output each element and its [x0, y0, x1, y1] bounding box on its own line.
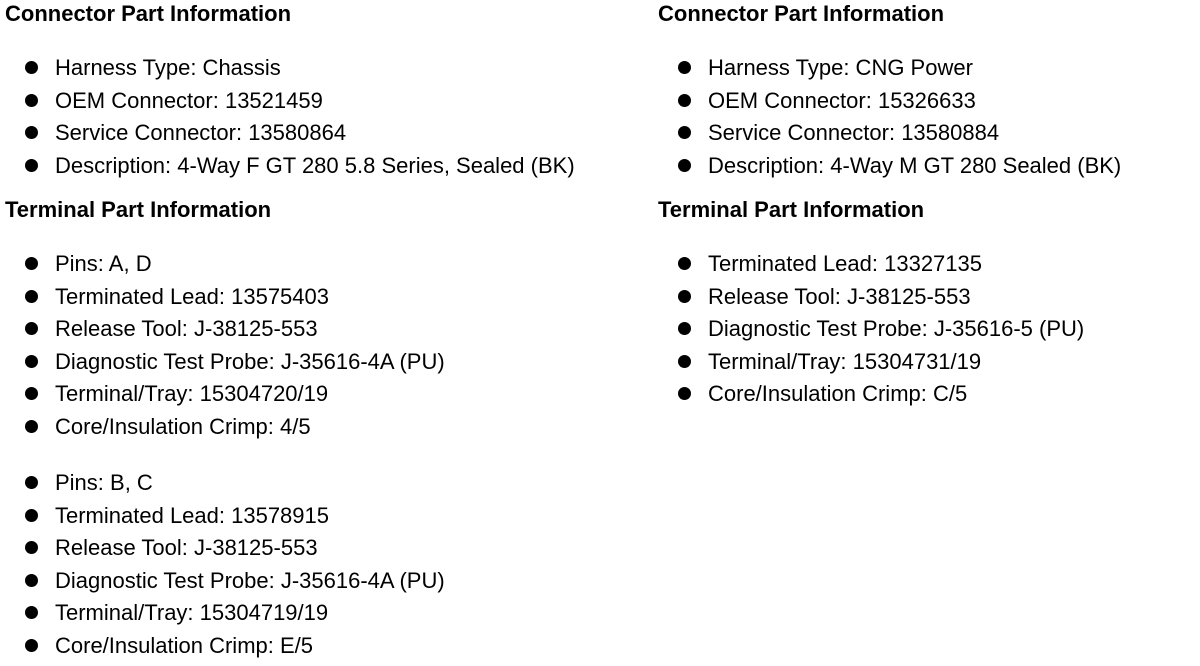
list-item	[5, 500, 445, 533]
list-item	[5, 346, 445, 379]
list-item-text: Service Connector: 13580864	[55, 120, 347, 146]
list-item-text: OEM Connector: 15326633	[708, 87, 976, 113]
list-item-text: Release Tool: J-38125-553	[708, 283, 971, 309]
list-item	[5, 467, 445, 500]
bullet-icon	[25, 476, 38, 489]
bullet-icon	[25, 541, 38, 554]
list-item	[5, 597, 445, 630]
list-item	[5, 313, 445, 346]
list-item-text: Diagnostic Test Probe: J-35616-4A (PU)	[55, 567, 445, 593]
bullet-icon	[25, 355, 38, 368]
bullet-icon	[25, 574, 38, 587]
list-item	[5, 85, 575, 118]
list-item-text: Service Connector: 13580884	[708, 120, 1000, 146]
list-item	[5, 150, 575, 183]
bullet-icon	[678, 94, 691, 107]
bullet-icon	[25, 94, 38, 107]
list-item	[5, 248, 445, 281]
list-item-text: Terminal/Tray: 15304720/19	[55, 381, 329, 407]
list-item-text: Harness Type: Chassis	[55, 55, 281, 80]
list-item	[5, 565, 445, 598]
bullet-icon	[25, 61, 38, 74]
bullet-icon	[25, 257, 38, 270]
list-item-text: Pins: A, D	[55, 251, 152, 276]
bullet-icon	[678, 387, 691, 400]
left-connector-list	[5, 52, 575, 182]
list-item-text: Core/Insulation Crimp: E/5	[55, 632, 313, 658]
list-item-text: Terminated Lead: 13575403	[55, 283, 329, 309]
list-item-text: Release Tool: J-38125-553	[55, 535, 318, 561]
bullet-icon	[25, 159, 38, 172]
list-item	[658, 117, 1121, 150]
left-connector-heading: Connector Part Information	[5, 1, 292, 26]
bullet-icon	[25, 387, 38, 400]
right-connector-list	[658, 52, 1121, 182]
list-item	[5, 378, 445, 411]
list-item-text: Harness Type: CNG Power	[708, 55, 973, 80]
list-item	[658, 346, 1084, 379]
list-item-text: Core/Insulation Crimp: C/5	[708, 381, 968, 407]
list-item	[5, 411, 445, 444]
list-item	[658, 248, 1084, 281]
bullet-icon	[25, 420, 38, 433]
list-item-text: Diagnostic Test Probe: J-35616-5 (PU)	[708, 316, 1085, 342]
list-item-text: Terminal/Tray: 15304719/19	[55, 600, 329, 626]
list-item	[658, 150, 1121, 183]
bullet-icon	[25, 322, 38, 335]
bullet-icon	[678, 290, 691, 303]
right-connector-heading: Connector Part Information	[658, 1, 945, 26]
list-item	[658, 281, 1084, 314]
list-item-text: Terminated Lead: 13327135	[708, 251, 982, 276]
bullet-icon	[25, 290, 38, 303]
list-item-text: Terminal/Tray: 15304731/19	[708, 348, 982, 374]
list-item-text: Terminated Lead: 13578915	[55, 502, 329, 528]
list-item	[658, 313, 1084, 346]
left-terminal-list-2	[5, 467, 445, 663]
right-terminal-heading: Terminal Part Information	[658, 197, 925, 222]
left-terminal-list-1	[5, 248, 445, 444]
list-item	[658, 85, 1121, 118]
bullet-icon	[25, 126, 38, 139]
list-item	[658, 52, 1121, 85]
list-item-text: Diagnostic Test Probe: J-35616-4A (PU)	[55, 348, 445, 374]
bullet-icon	[25, 509, 38, 522]
bullet-icon	[678, 61, 691, 74]
list-item	[5, 532, 445, 565]
list-item	[5, 281, 445, 314]
left-terminal-heading: Terminal Part Information	[5, 197, 272, 222]
list-item-text: Core/Insulation Crimp: 4/5	[55, 413, 311, 439]
list-item-text: Release Tool: J-38125-553	[55, 316, 318, 342]
list-item	[5, 117, 575, 150]
bullet-icon	[678, 126, 691, 139]
list-item-text: Description: 4-Way F GT 280 5.8 Series, Sealed (BK)	[55, 152, 575, 178]
bullet-icon	[25, 639, 38, 652]
list-item-text: OEM Connector: 13521459	[55, 87, 323, 113]
bullet-icon	[678, 257, 691, 270]
bullet-icon	[25, 606, 38, 619]
list-item-text: Description: 4-Way M GT 280 Sealed (BK)	[708, 152, 1122, 178]
bullet-icon	[678, 322, 691, 335]
list-item	[5, 52, 575, 85]
list-item	[658, 378, 1084, 411]
right-terminal-list-1	[658, 248, 1084, 411]
bullet-icon	[678, 355, 691, 368]
bullet-icon	[678, 159, 691, 172]
list-item	[5, 630, 445, 663]
list-item-text: Pins: B, C	[55, 470, 153, 495]
